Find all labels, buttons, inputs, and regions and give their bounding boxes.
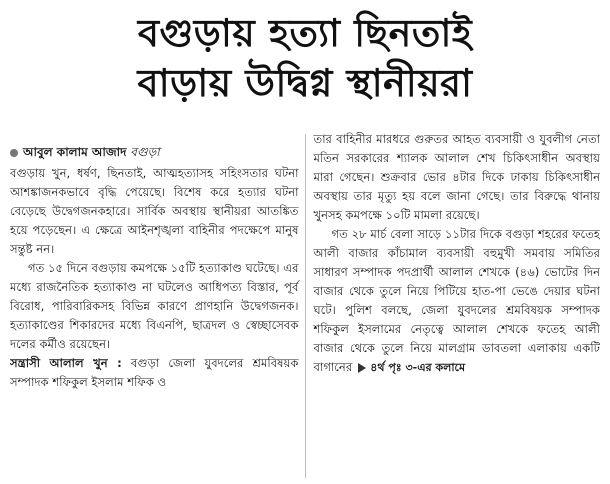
arrow-right-icon xyxy=(358,363,366,373)
right-paragraph-2-text: গত ২৮ মার্চ বেলা সাড়ে ১১টার দিকে বগুড়া শহরের ফতেহ আলী বাজার কাঁচামাল ব্যবসায়ী বহুমুখী সমবায় সমিতির সাধারণ সম্পাদক পদপ্রার্থী আলাল শেখকে (৪৬) ভোটের দিন বাজার থেকে তুলে নিয়ে পিটিয়ে হাত-পা ভেঙে দেয়ার ঘটনা ঘটে। পুলিশ বলছে, জেলা যুবদলের শ্রমবিষয়ক সম্পাদক শফিকুল ইসলামের নেতৃত্বে আলাল শেখকে ফতেহ আলী বাজার থেকে তুলে নিয়ে মালগ্রাম ডাবতলা এলাকায় একটি বাগানের xyxy=(313,227,600,374)
right-column xyxy=(306,130,601,484)
byline-place: বগুড়া xyxy=(130,145,160,159)
article-columns xyxy=(10,130,600,484)
headline-line-2: বাড়ায় উদ্বিগ্ন স্থানীয়রা xyxy=(137,61,473,105)
bullet-icon xyxy=(10,149,18,157)
headline-line-1: বগুড়ায় হত্যা ছিনতাই xyxy=(137,11,473,55)
byline-author: আবুল কালাম আজাদ xyxy=(23,145,127,159)
continued-note xyxy=(352,361,465,374)
byline xyxy=(10,142,299,162)
right-paragraph-2 xyxy=(314,225,601,377)
continued-label: ৪র্থ পৃঃ ৩-এর কলামে xyxy=(370,361,466,374)
left-paragraph-2: গত ১৫ দিনে বগুড়ায় কমপক্ষে ১৫টি হত্যাকাণ্ড ঘটেছে। এর মধ্যে রাজনৈতিক হত্যাকাণ্ড না ঘটলেও আধিপত্য বিস্তার, পূর্ব বিরোধ, পারিবারিকসহ বিভিন্ন কারণে প্রাণহানি উদ্বেগজনক। হত্যাকাণ্ডের শিকারদের মধ্যে বিএনপি, ছাত্রদল ও স্বেচ্ছাসেবক দলের কর্মীও রয়েছেন। xyxy=(10,261,299,351)
left-paragraph-1: বগুড়ায় খুন, ধর্ষণ, ছিনতাই, আত্মহত্যাসহ সহিংসতার ঘটনা আশঙ্কাজনকভাবে বৃদ্ধি পেয়েছে। বিশেষ করে হত্যার ঘটনা বেড়েছে উদ্বেগজনকহারে। সার্বিক অবস্থায় স্থানীয়রা আতঙ্কিত হয়ে পড়েছেন। এ ক্ষেত্রে আইনশৃঙ্খলা বাহিনীর পদক্ষেপে মানুষ সন্তুষ্ট নন। xyxy=(10,166,299,256)
left-paragraph-3-text: বগুড়া জেলা যুবদলের শ্রমবিষয়ক সম্পাদক শফিকুল ইসলাম শফিক ও xyxy=(10,356,299,389)
right-paragraph-1: তার বাহিনীর মারধরে গুরুতর আহত ব্যবসায়ী ও যুবলীগ নেতা মতিন সরকারের শ্যালক আলাল শেখ চিকিৎসাধীন অবস্থায় মারা গেছেন। শুক্রবার ভোর ৪টার দিকে ঢাকায় চিকিৎসাধীন অবস্থায় তার মৃত্যু হয় বলে জানা গেছে। তার বিরুদ্ধে থানায় খুনসহ কমপক্ষে ১০টি মামলা রয়েছে। xyxy=(313,132,600,222)
subhead-alal-murder: সন্ত্রাসী আলাল খুন : xyxy=(10,356,122,370)
left-paragraph-3 xyxy=(10,354,299,392)
left-column xyxy=(10,130,305,484)
